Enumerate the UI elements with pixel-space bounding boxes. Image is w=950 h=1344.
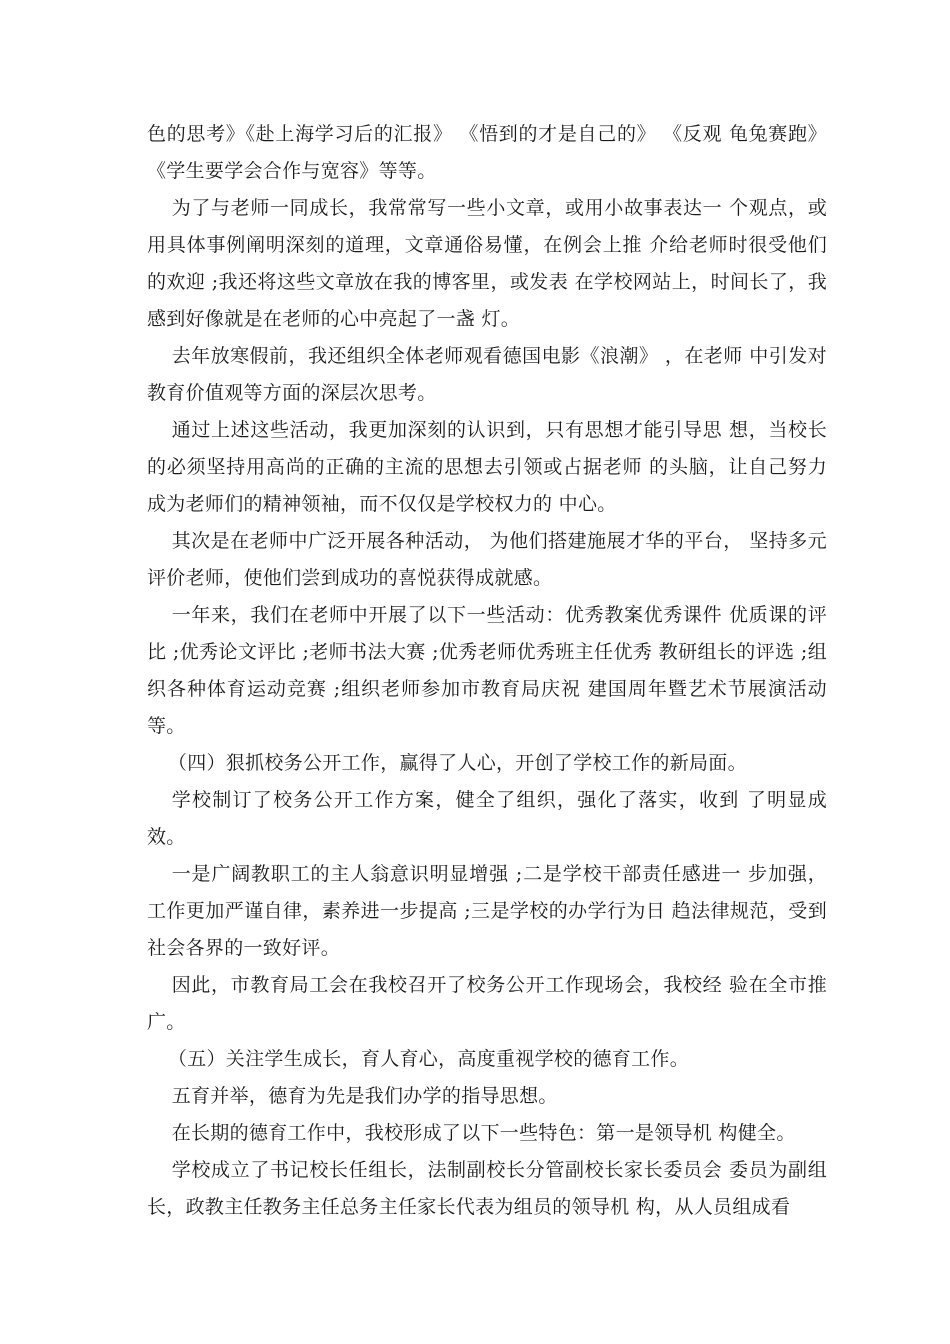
paragraph-12: 学校成立了书记校长任组长，法制副校长分管副校长家长委员会 委员为副组长，政教主任教务主任总务主任家长代表为组员的领导机 构，从人员组成看 bbox=[147, 1159, 827, 1218]
paragraph-9: 因此，市教育局工会在我校召开了校务公开工作现场会，我校经 验在全市推广。 bbox=[147, 974, 827, 1033]
paragraph-10: 五育并举，德育为先是我们办学的指导思想。 bbox=[171, 1085, 558, 1107]
paragraph-11: 在长期的德育工作中，我校形成了以下一些特色：第一是领导机 构健全。 bbox=[171, 1122, 796, 1144]
section-heading-4: （四）狠抓校务公开工作，赢得了人心，开创了学校工作的新局面。 bbox=[167, 752, 747, 774]
document-body bbox=[147, 116, 827, 1226]
paragraph-1: 色的思考》《赴上海学习后的汇报》 《悟到的才是自己的》 《反观 龟兔赛跑》《学生要学会合作与宽容》等等。 bbox=[147, 123, 827, 182]
paragraph-6: 一年来，我们在老师中开展了以下一些活动：优秀教案优秀课件 优质课的评比 ;优秀论文评比 ;老师书法大赛 ;优秀老师优秀班主任优秀 教研组长的评选 ;组织各种体育运动竞赛 ;组织老师参加市教育局庆祝 建国周年暨艺术节展演活动等。 bbox=[147, 604, 827, 737]
section-heading-5: （五）关注学生成长，育人育心，高度重视学校的德育工作。 bbox=[167, 1048, 689, 1070]
paragraph-3: 去年放寒假前，我还组织全体老师观看德国电影《浪潮》 ，在老师 中引发对教育价值观等方面的深层次思考。 bbox=[147, 345, 827, 404]
paragraph-5: 其次是在老师中广泛开展各种活动， 为他们搭建施展才华的平台， 坚持多元评价老师，使他们尝到成功的喜悦获得成就感。 bbox=[147, 530, 827, 589]
paragraph-4: 通过上述这些活动，我更加深刻的认识到，只有思想才能引导思 想，当校长的必须坚持用高尚的正确的主流的思想去引领或占据老师 的头脑，让自己努力成为老师们的精神领袖，而不仅仅是学校权力的 中心。 bbox=[147, 419, 827, 515]
paragraph-7: 学校制订了校务公开工作方案，健全了组织，强化了落实，收到 了明显成效。 bbox=[147, 789, 827, 848]
paragraph-8: 一是广阔教职工的主人翁意识明显增强 ;二是学校干部责任感进一 步加强，工作更加严谨自律，素养进一步提高 ;三是学校的办学行为日 趋法律规范，受到社会各界的一致好评。 bbox=[147, 863, 827, 959]
paragraph-2: 为了与老师一同成长，我常常写一些小文章，或用小故事表达一 个观点，或用具体事例阐明深刻的道理，文章通俗易懂，在例会上推 介给老师时很受他们的欢迎 ;我还将这些文章放在我的博客里，或发表 在学校网站上，时间长了，我感到好像就是在老师的心中亮起了一盏 灯。 bbox=[147, 197, 827, 330]
